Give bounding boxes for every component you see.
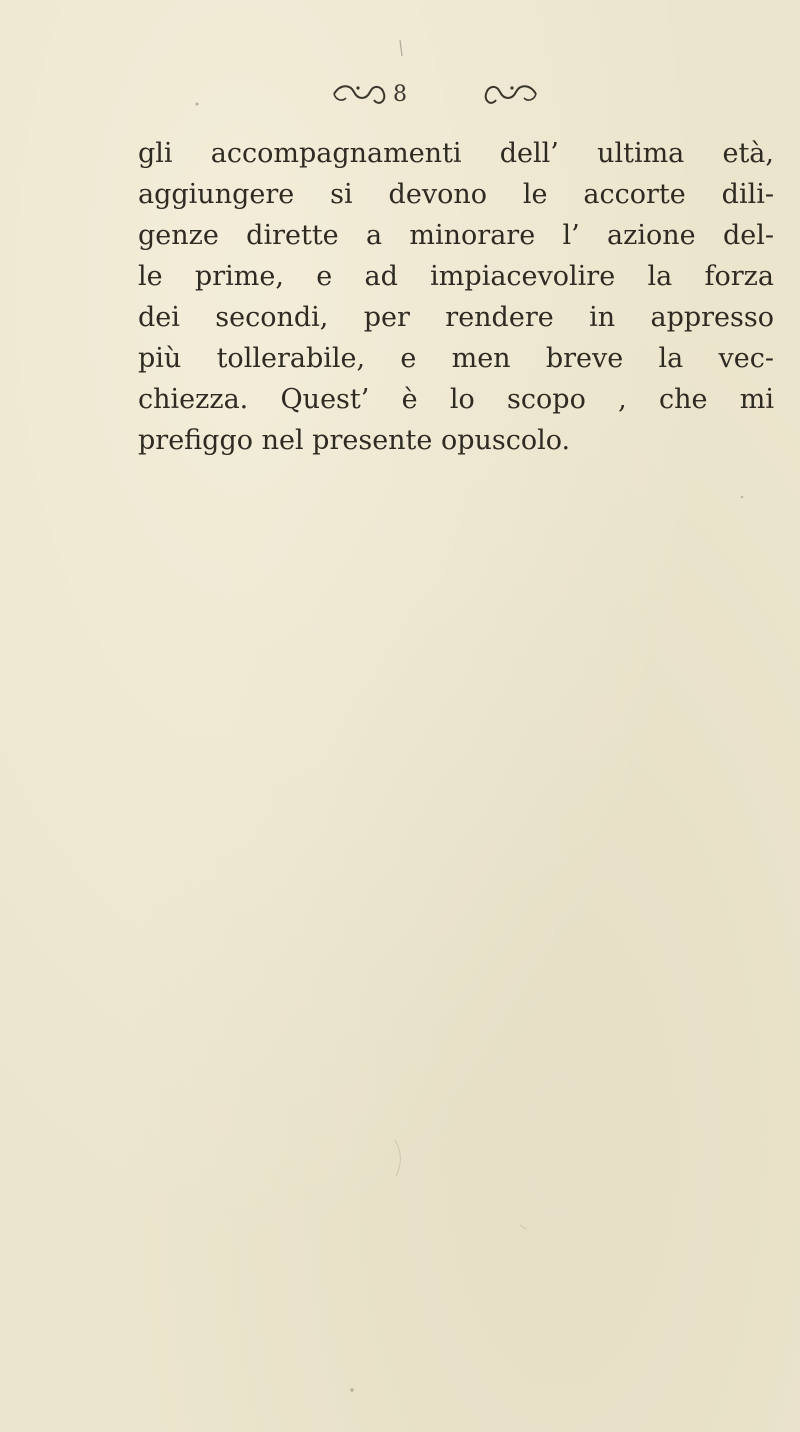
text-line: genze dirette a minorare l’ azione del- — [138, 220, 774, 251]
text-line: chiezza. Quest’ è lo scopo , che mi — [138, 384, 774, 415]
text-line: le prime, e ad impiacevolire la forza — [138, 261, 774, 292]
paper-speck — [196, 103, 199, 106]
paper-scratch — [400, 40, 402, 56]
paper-stain — [395, 1140, 400, 1176]
text-line: più tollerabile, e men breve la vec- — [138, 343, 774, 374]
text-line: dei secondi, per rendere in appresso — [138, 302, 774, 333]
paper-speck — [741, 496, 744, 499]
text-line: prefiggo nel presente opuscolo. — [138, 425, 571, 456]
paper-speck — [350, 1388, 354, 1392]
text-line: gli accompagnamenti dell’ ultima età, — [138, 138, 774, 169]
paper-stain — [520, 1225, 526, 1229]
page-number: 8 — [393, 82, 407, 107]
text-line: aggiungere si devono le accorte dili- — [138, 179, 774, 210]
